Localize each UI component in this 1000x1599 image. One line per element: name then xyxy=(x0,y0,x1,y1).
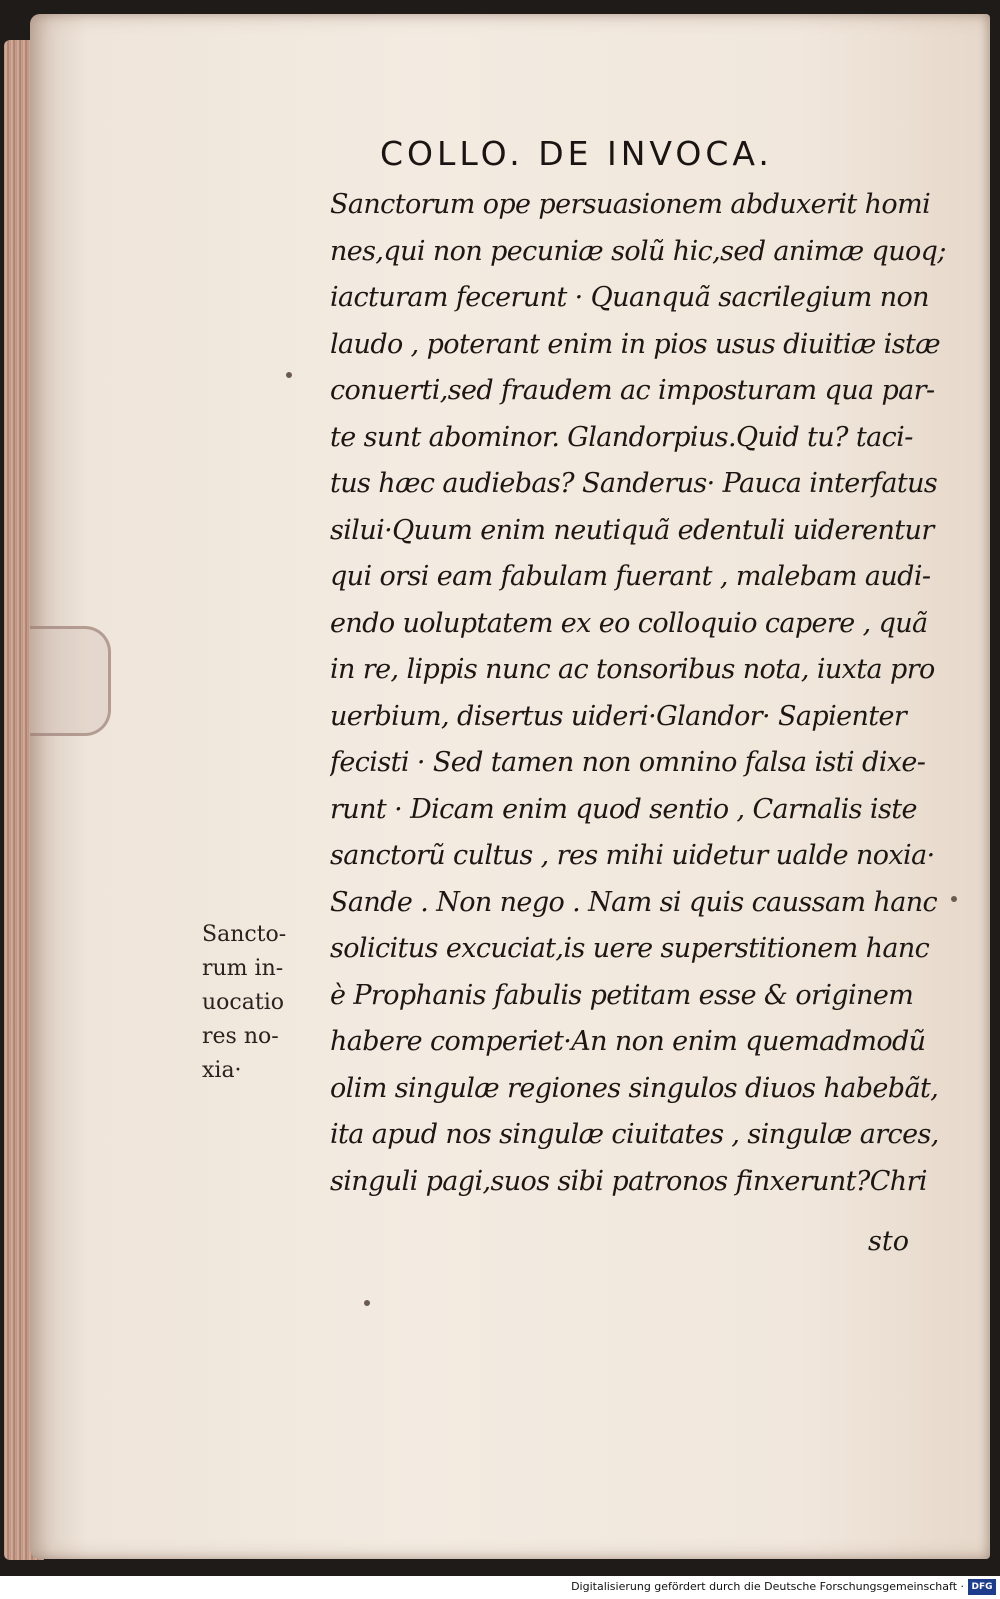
text-line: ita apud nos singulæ ciuitates , singulæ arces, xyxy=(330,1119,939,1150)
text-line: Sande . Non nego . Nam si quis caussam hanc xyxy=(330,886,938,918)
text-line: Sanctorum ope persuasionem abduxerit homi xyxy=(330,189,931,220)
text-line: silui·Quum enim neutiquã edentuli uiderentur xyxy=(330,514,934,546)
footer-credit: Digitalisierung gefördert durch die Deutsche Forschungsgemeinschaft · xyxy=(571,1580,964,1593)
text-line: qui orsi eam fabulam fuerant , malebam audi- xyxy=(330,561,931,592)
marginal-note-line: xia· xyxy=(202,1058,242,1083)
text-line: endo uoluptatem ex eo colloquio capere , quã xyxy=(330,607,928,639)
ink-speck xyxy=(951,896,957,902)
text-line: runt · Dicam enim quod sentio , Carnalis iste xyxy=(330,793,917,825)
marginal-note xyxy=(202,918,312,1088)
catchword: sto xyxy=(868,1226,909,1257)
marginal-note-line: Sancto- xyxy=(202,922,287,947)
text-line: fecisti · Sed tamen non omnino falsa isti dixe- xyxy=(330,747,926,778)
marginal-note-line: uocatio xyxy=(202,990,284,1015)
text-line: nes,qui non pecuniæ solũ hic,sed animæ quoq; xyxy=(330,235,946,267)
text-line: conuerti,sed fraudem ac imposturam qua par- xyxy=(330,375,935,406)
marginal-note-line: res no- xyxy=(202,1024,279,1049)
text-line: laudo , poterant enim in pios usus diuitiæ istæ xyxy=(330,328,940,360)
text-line: in re, lippis nunc ac tonsoribus nota, iuxta pro xyxy=(330,654,935,685)
text-line: te sunt abominor. Glandorpius.Quid tu? taci- xyxy=(330,421,913,453)
page-clip-holder xyxy=(30,626,111,736)
ink-speck xyxy=(286,372,292,378)
text-line: iacturam fecerunt · Quanquã sacrilegium non xyxy=(330,282,929,313)
text-line: olim singulæ regiones singulos diuos habebãt, xyxy=(330,1072,939,1104)
running-head: COLLO. DE INVOCA. xyxy=(380,134,773,173)
text-line: singuli pagi,suos sibi patronos finxerunt?Chri xyxy=(330,1165,927,1197)
ink-speck xyxy=(364,1300,370,1306)
marginal-note-line: rum in- xyxy=(202,956,284,981)
text-line: tus hæc audiebas? Sanderus· Pauca interfatus xyxy=(330,468,938,499)
text-line: è Prophanis fabulis petitam esse & originem xyxy=(330,979,914,1011)
text-line: sanctorũ cultus , res mihi uidetur ualde noxia· xyxy=(330,840,935,871)
text-line: solicitus excuciat,is uere superstitionem hanc xyxy=(330,933,930,964)
body-text xyxy=(330,182,950,1205)
dfg-logo: DFG xyxy=(968,1579,996,1595)
text-line: uerbium, disertus uideri·Glandor· Sapienter xyxy=(330,700,907,732)
text-line: habere comperiet·An non enim quemadmodũ xyxy=(330,1026,926,1057)
